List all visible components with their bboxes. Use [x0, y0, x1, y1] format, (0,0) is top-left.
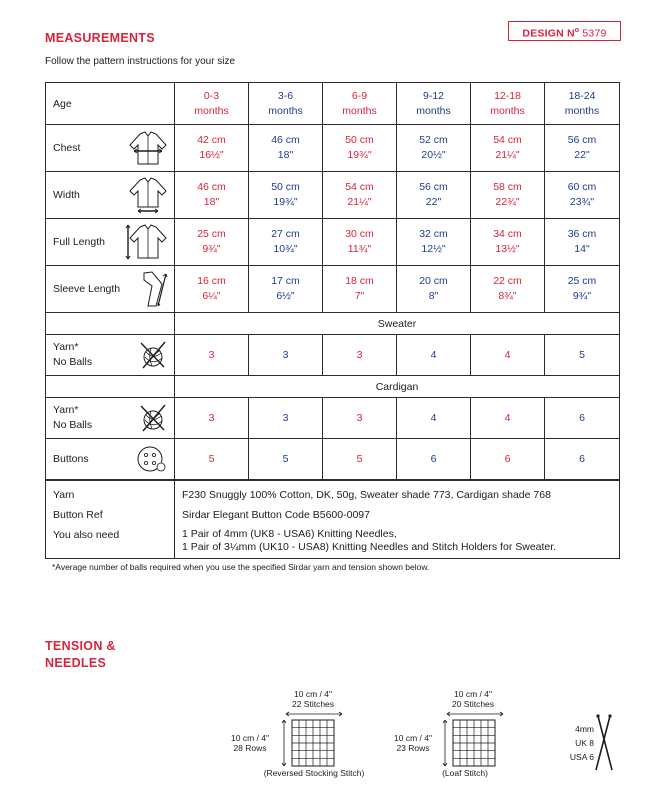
cardigan-yarn-row: Yarn* No Balls 3 3 3 4 4 6	[46, 398, 620, 439]
cardigan-section-row	[46, 376, 620, 398]
measurements-intro: Follow the pattern instructions for your size	[45, 56, 236, 67]
yarn-ball-icon	[138, 403, 168, 433]
measurements-table	[45, 82, 620, 480]
width-label: Width	[53, 189, 80, 201]
size-header: 0-3 months	[175, 83, 249, 125]
size-header: 9-12 months	[397, 83, 471, 125]
design-number-badge: DESIGN $N^o$ 5379	[508, 21, 621, 41]
swatch1-width-label: 10 cm / 4" 22 Stitches	[291, 689, 335, 709]
full-length-icon	[124, 223, 168, 261]
design-number: 5379	[582, 27, 607, 40]
button-ref-label: Button Ref	[53, 509, 103, 521]
also-need-line-2: 1 Pair of 3¼mm (UK10 - USA8) Knitting Needles and Stitch Holders for Sweater.	[182, 541, 557, 553]
yarn-ball-icon	[138, 340, 168, 370]
chest-icon	[128, 131, 168, 165]
button-ref-value: Sirdar Elegant Button Code B5600-0097	[182, 509, 370, 521]
measurements-heading: MEASUREMENTS	[45, 31, 155, 45]
sweater-title: Sweater	[175, 313, 620, 335]
also-need-line-1: 1 Pair of 4mm (UK8 - USA6) Knitting Needles,	[182, 528, 397, 540]
knitting-needles-icon	[592, 714, 616, 772]
cardigan-balls-label: No Balls	[53, 419, 93, 431]
swatch2-width-label: 10 cm / 4" 20 Stitches	[451, 689, 495, 709]
needle-size-label: 4mm UK 8 USA 6	[569, 724, 594, 762]
buttons-label: Buttons	[53, 453, 89, 465]
full-length-label: Full Length	[53, 236, 105, 248]
sleeve-length-row: Sleeve Length 16 cm 6¼" 17 cm 6½" 18 cm 7" 20 cm 8" 22 cm 8¾" 25 cm 9¾"	[46, 266, 620, 313]
age-label: Age	[46, 83, 175, 125]
width-row: Width 46 cm 18" 50 cm 19¾" 54 cm 21¼" 56 cm 22" 58 cm 22¾" 60 cm 23¾"	[46, 172, 620, 219]
buttons-row: Buttons 5 5 5 6 6 6	[46, 439, 620, 480]
sweater-balls-label: No Balls	[53, 356, 93, 368]
swatch2-height-label: 10 cm / 4" 23 Rows	[394, 733, 432, 753]
tension-heading: TENSION & NEEDLES	[45, 639, 116, 670]
swatch2-caption: (Loaf Stitch)	[442, 768, 488, 778]
button-icon	[136, 445, 168, 473]
yarn-value: F230 Snuggly 100% Cotton, DK, 50g, Sweater shade 773, Cardigan shade 768	[182, 489, 551, 501]
width-icon	[128, 177, 168, 213]
chest-row: Chest 42 cm 16½" 46 cm 18" 50 cm 19¾" 52 cm 20½" 54 cm 21¼" 56 cm 22"	[46, 125, 620, 172]
sweater-yarn-row: Yarn* No Balls 3 3 3 4 4 5	[46, 335, 620, 376]
sleeve-length-icon	[138, 270, 168, 308]
sweater-section-row	[46, 313, 620, 335]
materials-table	[45, 480, 620, 559]
swatch1-height-label: 10 cm / 4" 28 Rows	[231, 733, 269, 753]
cardigan-title: Cardigan	[175, 376, 620, 398]
sleeve-length-label: Sleeve Length	[53, 283, 121, 295]
size-header: 18-24 months	[545, 83, 620, 125]
yarn-label: Yarn	[53, 489, 75, 501]
swatch1-grid-icon	[282, 712, 346, 768]
size-header: 3-6 months	[249, 83, 323, 125]
swatch1-caption: (Reversed Stocking Stitch)	[263, 768, 365, 778]
also-need-label: You also need	[53, 529, 120, 541]
size-header: 6-9 months	[323, 83, 397, 125]
footnote: *Average number of balls required when you use the specified Sirdar yarn and tension shown below.	[52, 562, 430, 572]
cardigan-yarn-label: Yarn*	[53, 404, 79, 416]
full-length-row: Full Length 25 cm 9¾" 27 cm 10¾" 30 cm 11¾" 32 cm 12½" 34 cm 13½" 36 cm 14"	[46, 219, 620, 266]
swatch2-grid-icon	[443, 712, 507, 768]
size-header: 12-18 months	[471, 83, 545, 125]
chest-label: Chest	[53, 142, 81, 154]
age-row	[46, 83, 620, 125]
sweater-yarn-label: Yarn*	[53, 341, 79, 353]
